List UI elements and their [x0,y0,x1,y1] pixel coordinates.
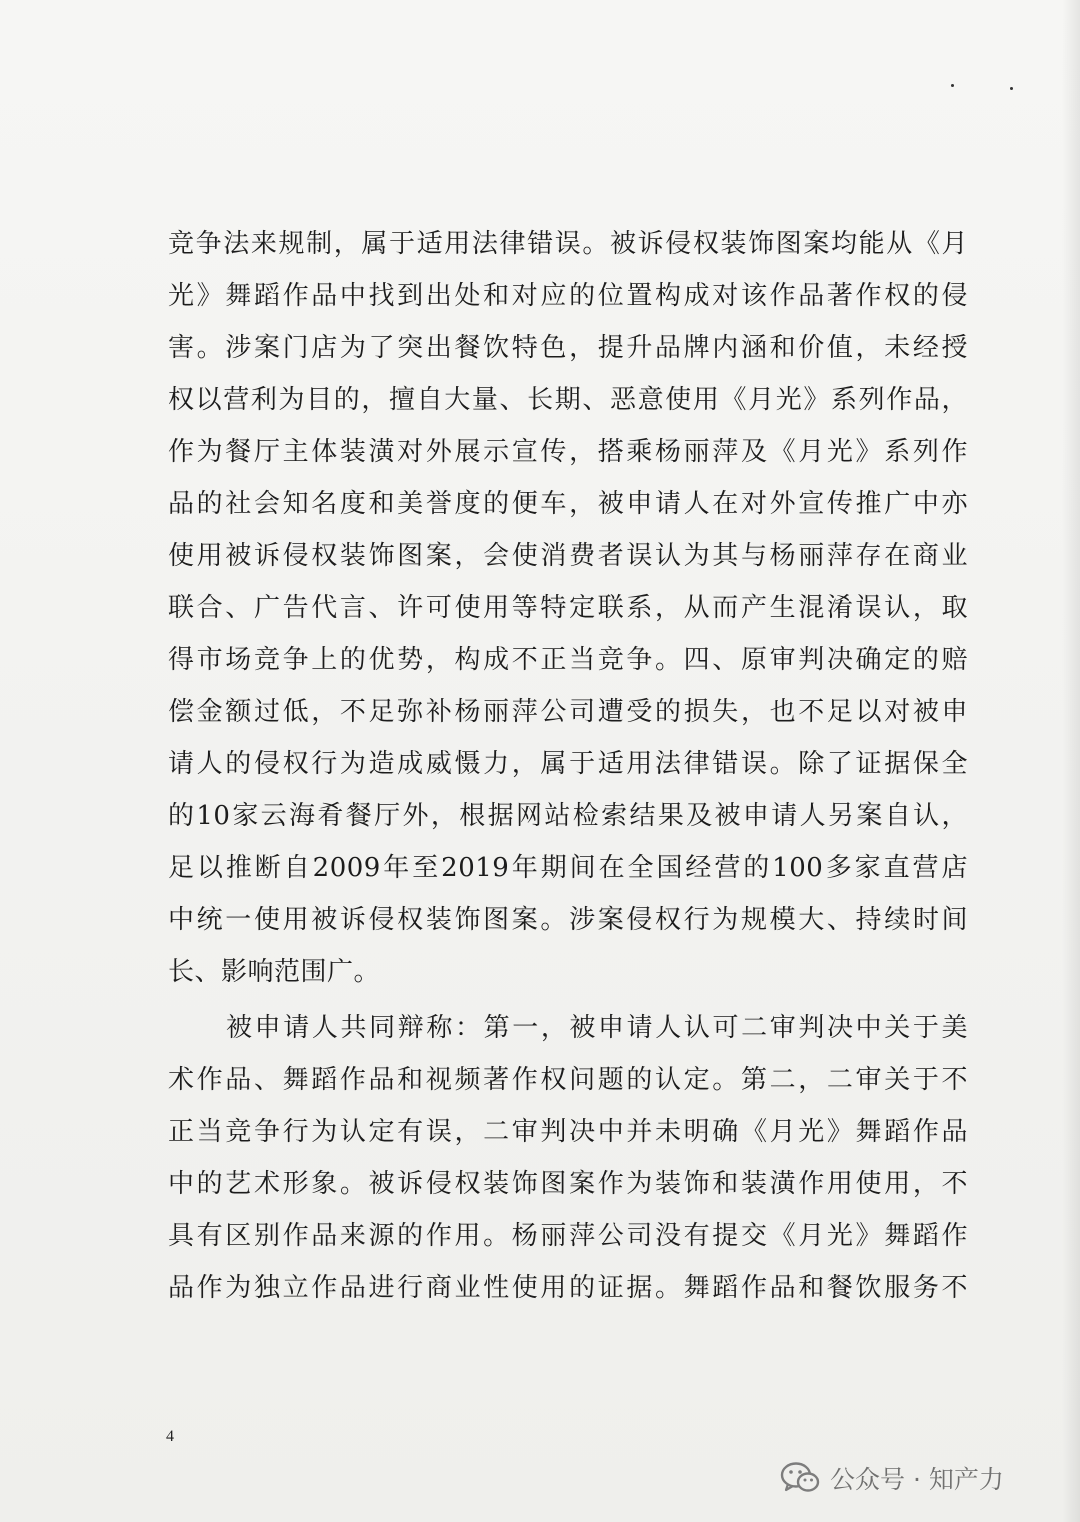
document-body [168,218,968,1314]
text-line: 被申请人共同辩称：第一，被申请人认可二审判决中关于美 [226,1013,968,1043]
text-line: 中统一使用被诉侵权装饰图案。涉案侵权行为规模大、持续时间 [168,905,968,935]
watermark-text: 公众号 · 知产力 [830,1465,1004,1494]
text-line: 害。涉案门店为了突出餐饮特色，提升品牌内涵和价值，未经授 [168,333,968,363]
text-line: 中的艺术形象。被诉侵权装饰图案作为装饰和装潢作用使用，不 [168,1169,968,1199]
text-line: 联合、广告代言、许可使用等特定联系，从而产生混淆误认，取 [168,593,968,623]
text-line: 的10家云海肴餐厅外，根据网站检索结果及被申请人另案自认， [168,801,968,831]
text-line: 术作品、舞蹈作品和视频著作权问题的认定。第二，二审关于不 [168,1065,968,1095]
paper-speck [951,84,954,87]
text-line: 请人的侵权行为造成威慑力，属于适用法律错误。除了证据保全 [168,749,968,779]
text-line: 权以营利为目的，擅自大量、长期、恶意使用《月光》系列作品， [168,385,968,415]
text-line: 正当竞争行为认定有误，二审判决中并未明确《月光》舞蹈作品 [168,1117,968,1147]
text-line: 作为餐厅主体装潢对外展示宣传，搭乘杨丽萍及《月光》系列作 [168,437,968,467]
wechat-icon [780,1461,820,1495]
watermark [780,1458,1004,1498]
text-line: 偿金额过低，不足弥补杨丽萍公司遭受的损失，也不足以对被申 [168,697,968,727]
text-line: 品的社会知名度和美誉度的便车，被申请人在对外宣传推广中亦 [168,489,968,519]
text-line: 得市场竞争上的优势，构成不正当竞争。四、原审判决确定的赔 [168,645,968,675]
text-line: 使用被诉侵权装饰图案，会使消费者误认为其与杨丽萍存在商业 [168,541,968,571]
text-line: 长、影响范围广。 [168,957,381,987]
text-line: 具有区别作品来源的作用。杨丽萍公司没有提交《月光》舞蹈作 [168,1221,968,1251]
paper-speck [1010,87,1013,90]
text-line: 品作为独立作品进行商业性使用的证据。舞蹈作品和餐饮服务不 [168,1273,968,1303]
page-edge-shadow [1062,0,1080,1522]
text-line: 光》舞蹈作品中找到出处和对应的位置构成对该作品著作权的侵 [168,281,968,311]
text-line: 竞争法来规制，属于适用法律错误。被诉侵权装饰图案均能从《月 [168,229,968,259]
page-number: 4 [166,1428,174,1445]
text-line: 足以推断自2009年至2019年期间在全国经营的100多家直营店 [168,853,968,883]
